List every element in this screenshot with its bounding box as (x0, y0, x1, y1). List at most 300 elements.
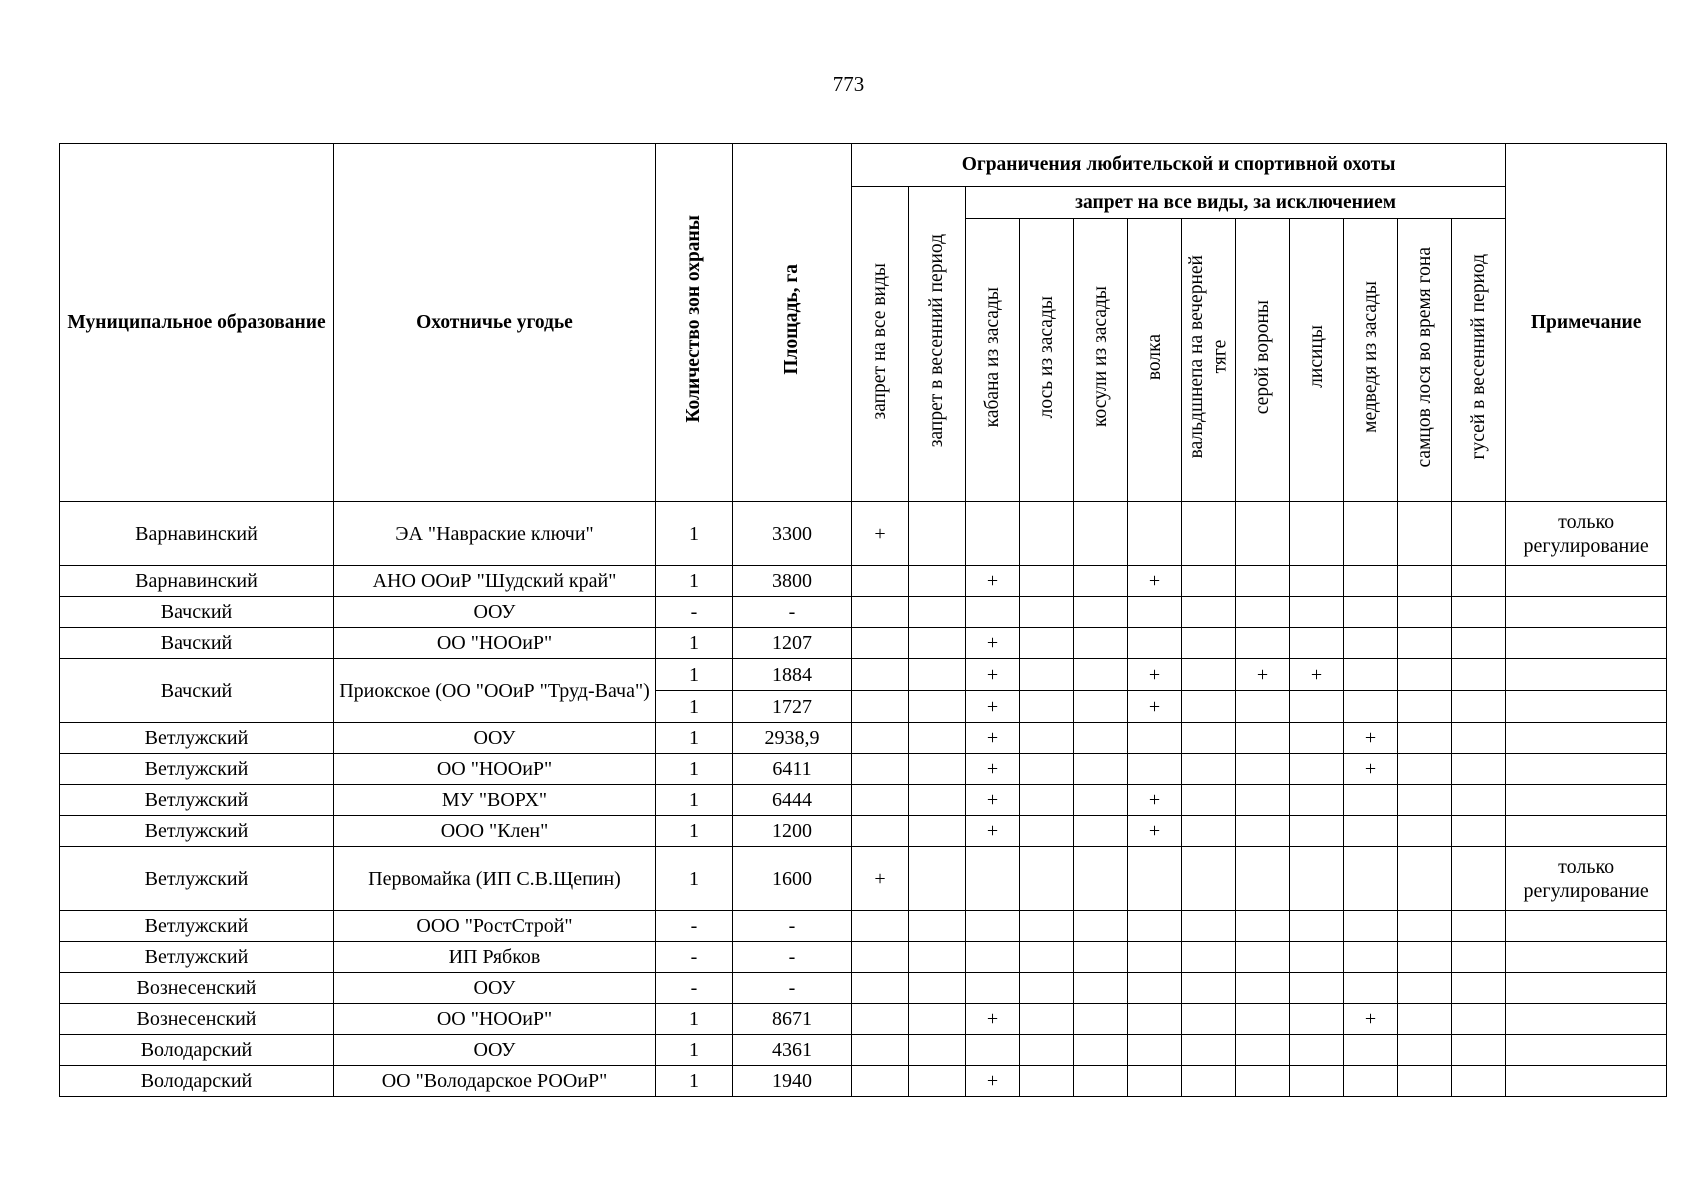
restriction-mark-cell (1398, 502, 1452, 566)
restriction-mark-cell (909, 847, 966, 911)
zones-count-cell: 1 (656, 659, 733, 691)
restriction-mark-cell (1020, 1035, 1074, 1066)
area-cell: 1200 (733, 816, 852, 847)
restriction-mark-cell (1398, 691, 1452, 723)
restriction-mark-cell (1128, 502, 1182, 566)
hunting-ground-cell: ООУ (334, 597, 656, 628)
restriction-mark-cell (1182, 816, 1236, 847)
restriction-mark-cell (1182, 597, 1236, 628)
note-cell (1506, 754, 1667, 785)
restriction-mark-cell (1182, 723, 1236, 754)
restriction-mark-cell (852, 942, 909, 973)
header-restrictions: Ограничения любительской и спортивной охоты (852, 144, 1506, 187)
restriction-mark-cell (1074, 816, 1128, 847)
area-cell: 6444 (733, 785, 852, 816)
area-cell: 1940 (733, 1066, 852, 1097)
area-cell: - (733, 942, 852, 973)
restriction-mark-cell (852, 911, 909, 942)
note-cell (1506, 973, 1667, 1004)
restriction-mark-cell (1020, 754, 1074, 785)
restriction-mark-cell (852, 973, 909, 1004)
restriction-mark-cell (1074, 785, 1128, 816)
restriction-mark-cell: + (1128, 691, 1182, 723)
header-area: Площадь, га (733, 144, 852, 502)
area-cell: 6411 (733, 754, 852, 785)
restriction-mark-cell (1290, 566, 1344, 597)
restriction-mark-cell (1128, 628, 1182, 659)
restriction-mark-cell (852, 785, 909, 816)
note-cell (1506, 1066, 1667, 1097)
restriction-mark-cell (852, 597, 909, 628)
restriction-mark-cell (1290, 723, 1344, 754)
area-cell: - (733, 973, 852, 1004)
restriction-mark-cell (1236, 942, 1290, 973)
restriction-mark-cell (1290, 1035, 1344, 1066)
restriction-mark-cell (1182, 502, 1236, 566)
zones-count-cell: - (656, 597, 733, 628)
restriction-mark-cell (1290, 1066, 1344, 1097)
header-exception: гусей в весенний период (1452, 219, 1506, 502)
table-row (60, 973, 1667, 1004)
restriction-mark-cell: + (852, 847, 909, 911)
restriction-mark-cell (1398, 785, 1452, 816)
area-cell: 4361 (733, 1035, 852, 1066)
header-exception: самцов лося во время гона (1398, 219, 1452, 502)
restriction-mark-cell (1236, 628, 1290, 659)
header-ban-spring: запрет в весенний период (909, 187, 966, 502)
restriction-mark-cell (909, 597, 966, 628)
zones-count-cell: 1 (656, 1066, 733, 1097)
restriction-mark-cell (909, 785, 966, 816)
restriction-mark-cell: + (1290, 659, 1344, 691)
restriction-mark-cell (909, 723, 966, 754)
restriction-mark-cell (1236, 597, 1290, 628)
restriction-mark-cell (1398, 1004, 1452, 1035)
restriction-mark-cell (1290, 628, 1344, 659)
restriction-mark-cell (1398, 628, 1452, 659)
restriction-mark-cell (1020, 911, 1074, 942)
restriction-mark-cell (1020, 973, 1074, 1004)
restriction-mark-cell: + (1128, 566, 1182, 597)
table-row (60, 942, 1667, 973)
restriction-mark-cell: + (966, 723, 1020, 754)
restriction-mark-cell (1344, 847, 1398, 911)
restriction-mark-cell (1074, 911, 1128, 942)
note-cell (1506, 723, 1667, 754)
restriction-mark-cell (1128, 1035, 1182, 1066)
table-row (60, 911, 1667, 942)
restriction-mark-cell (1074, 1004, 1128, 1035)
restriction-mark-cell (1182, 785, 1236, 816)
restriction-mark-cell (852, 816, 909, 847)
restriction-mark-cell (1020, 502, 1074, 566)
restriction-mark-cell (1398, 597, 1452, 628)
restriction-mark-cell (1290, 847, 1344, 911)
hunting-ground-cell: Приокское (ОО "ООиР "Труд-Вача") (334, 659, 656, 723)
restriction-mark-cell (1452, 628, 1506, 659)
restriction-mark-cell (1128, 1066, 1182, 1097)
restriction-mark-cell (1398, 723, 1452, 754)
restriction-mark-cell (852, 1004, 909, 1035)
restriction-mark-cell: + (966, 659, 1020, 691)
restriction-mark-cell (1020, 1066, 1074, 1097)
restriction-mark-cell (1290, 597, 1344, 628)
area-cell: 8671 (733, 1004, 852, 1035)
restriction-mark-cell (1074, 942, 1128, 973)
restriction-mark-cell (1128, 847, 1182, 911)
note-cell (1506, 1004, 1667, 1035)
hunting-ground-cell: АНО ООиР "Шудский край" (334, 566, 656, 597)
restriction-mark-cell (1074, 723, 1128, 754)
restriction-mark-cell: + (1128, 785, 1182, 816)
hunting-ground-cell: Первомайка (ИП С.В.Щепин) (334, 847, 656, 911)
zones-count-cell: - (656, 942, 733, 973)
municipality-cell: Вознесенский (60, 1004, 334, 1035)
restriction-mark-cell (909, 502, 966, 566)
zones-count-cell: 1 (656, 566, 733, 597)
hunting-ground-cell: ОО "НООиР" (334, 754, 656, 785)
area-cell: - (733, 597, 852, 628)
restriction-mark-cell (909, 973, 966, 1004)
restriction-mark-cell (966, 911, 1020, 942)
municipality-cell: Ветлужский (60, 847, 334, 911)
restriction-mark-cell: + (966, 1004, 1020, 1035)
restriction-mark-cell (1236, 847, 1290, 911)
restriction-mark-cell (1074, 502, 1128, 566)
restriction-mark-cell (909, 754, 966, 785)
restriction-mark-cell (1236, 785, 1290, 816)
restriction-mark-cell (1344, 1066, 1398, 1097)
restriction-mark-cell (1074, 847, 1128, 911)
header-exception: волка (1128, 219, 1182, 502)
municipality-cell: Ветлужский (60, 785, 334, 816)
restriction-mark-cell (1344, 785, 1398, 816)
area-cell: 1207 (733, 628, 852, 659)
restriction-mark-cell (909, 691, 966, 723)
restriction-mark-cell (1020, 566, 1074, 597)
restriction-mark-cell (1344, 659, 1398, 691)
area-cell: 1600 (733, 847, 852, 911)
restriction-mark-cell (1074, 691, 1128, 723)
restriction-mark-cell (1074, 659, 1128, 691)
zones-count-cell: - (656, 973, 733, 1004)
zones-count-cell: 1 (656, 502, 733, 566)
restriction-mark-cell (1020, 659, 1074, 691)
area-cell: 1884 (733, 659, 852, 691)
restriction-mark-cell (1452, 942, 1506, 973)
header-ban-except: запрет на все виды, за исключением (966, 187, 1506, 219)
restriction-mark-cell (1074, 566, 1128, 597)
restriction-mark-cell (1452, 723, 1506, 754)
restriction-mark-cell (1398, 942, 1452, 973)
zones-count-cell: 1 (656, 628, 733, 659)
header-note: Примечание (1506, 144, 1667, 502)
restriction-mark-cell (1236, 566, 1290, 597)
restriction-mark-cell (966, 502, 1020, 566)
table-row (60, 597, 1667, 628)
restriction-mark-cell (1290, 911, 1344, 942)
zones-count-cell: - (656, 911, 733, 942)
area-cell: 3800 (733, 566, 852, 597)
header-exception: косули из засады (1074, 219, 1128, 502)
note-cell (1506, 1035, 1667, 1066)
restriction-mark-cell (1452, 1035, 1506, 1066)
restriction-mark-cell: + (966, 785, 1020, 816)
page-number: 773 (832, 72, 865, 96)
restriction-mark-cell (1398, 911, 1452, 942)
restriction-mark-cell (1182, 691, 1236, 723)
restriction-mark-cell (1128, 911, 1182, 942)
header-municipality: Муниципальное образование (60, 144, 334, 502)
zones-count-cell: 1 (656, 754, 733, 785)
restriction-mark-cell (1452, 785, 1506, 816)
restriction-mark-cell (1452, 754, 1506, 785)
restriction-mark-cell (1452, 691, 1506, 723)
restriction-mark-cell (1344, 597, 1398, 628)
table-row (60, 847, 1667, 911)
restriction-mark-cell: + (966, 1066, 1020, 1097)
zones-count-cell: 1 (656, 1004, 733, 1035)
restriction-mark-cell (966, 1035, 1020, 1066)
restriction-mark-cell (1398, 847, 1452, 911)
restriction-mark-cell (966, 847, 1020, 911)
restriction-mark-cell (1182, 973, 1236, 1004)
zones-count-cell: 1 (656, 847, 733, 911)
municipality-cell: Варнавинский (60, 502, 334, 566)
restriction-mark-cell (1236, 973, 1290, 1004)
restriction-mark-cell (1452, 1066, 1506, 1097)
restriction-mark-cell (1398, 659, 1452, 691)
restriction-mark-cell (1236, 691, 1290, 723)
restriction-mark-cell: + (966, 691, 1020, 723)
municipality-cell: Вознесенский (60, 973, 334, 1004)
restriction-mark-cell (1182, 911, 1236, 942)
restriction-mark-cell (1182, 566, 1236, 597)
table-row (60, 723, 1667, 754)
hunting-ground-cell: ОО "НООиР" (334, 1004, 656, 1035)
restriction-mark-cell (909, 628, 966, 659)
restriction-mark-cell (1182, 1066, 1236, 1097)
restriction-mark-cell (1344, 942, 1398, 973)
restriction-mark-cell (1128, 973, 1182, 1004)
restriction-mark-cell (1020, 942, 1074, 973)
restriction-mark-cell (1128, 754, 1182, 785)
header-exception: серой вороны (1236, 219, 1290, 502)
restriction-mark-cell (909, 942, 966, 973)
area-cell: - (733, 911, 852, 942)
zones-count-cell: 1 (656, 723, 733, 754)
restriction-mark-cell: + (966, 566, 1020, 597)
restriction-mark-cell (1290, 502, 1344, 566)
restriction-mark-cell (1236, 723, 1290, 754)
restriction-mark-cell (909, 911, 966, 942)
restriction-mark-cell (1398, 973, 1452, 1004)
restriction-mark-cell (1452, 847, 1506, 911)
restriction-mark-cell (1128, 942, 1182, 973)
table-row (60, 1035, 1667, 1066)
note-cell (1506, 566, 1667, 597)
restriction-mark-cell (1452, 566, 1506, 597)
restriction-mark-cell (1074, 597, 1128, 628)
hunting-ground-cell: ЭА "Навраские ключи" (334, 502, 656, 566)
table-row (60, 566, 1667, 597)
zones-count-cell: 1 (656, 691, 733, 723)
hunting-restrictions-table (59, 143, 1667, 1097)
restriction-mark-cell (1236, 816, 1290, 847)
restriction-mark-cell (1128, 1004, 1182, 1035)
table-row (60, 628, 1667, 659)
restriction-mark-cell (1344, 816, 1398, 847)
restriction-mark-cell (1020, 847, 1074, 911)
zones-count-cell: 1 (656, 816, 733, 847)
header-exception: кабана из засады (966, 219, 1020, 502)
restriction-mark-cell (1074, 1035, 1128, 1066)
restriction-mark-cell: + (1128, 659, 1182, 691)
municipality-cell: Ветлужский (60, 723, 334, 754)
restriction-mark-cell (1452, 816, 1506, 847)
restriction-mark-cell (1452, 1004, 1506, 1035)
note-cell: только регулирование (1506, 847, 1667, 911)
restriction-mark-cell (1344, 566, 1398, 597)
restriction-mark-cell (852, 628, 909, 659)
restriction-mark-cell (1236, 1035, 1290, 1066)
restriction-mark-cell (909, 1004, 966, 1035)
restriction-mark-cell (1182, 628, 1236, 659)
municipality-cell: Ветлужский (60, 816, 334, 847)
restriction-mark-cell (1074, 1066, 1128, 1097)
note-cell (1506, 911, 1667, 942)
restriction-mark-cell (1020, 597, 1074, 628)
header-exception: медведя из засады (1344, 219, 1398, 502)
restriction-mark-cell (1344, 691, 1398, 723)
restriction-mark-cell (1344, 973, 1398, 1004)
restriction-mark-cell (1398, 1066, 1452, 1097)
restriction-mark-cell (966, 973, 1020, 1004)
hunting-ground-cell: ИП Рябков (334, 942, 656, 973)
restriction-mark-cell (1236, 1066, 1290, 1097)
restriction-mark-cell (1452, 502, 1506, 566)
restriction-mark-cell (852, 691, 909, 723)
restriction-mark-cell (1236, 754, 1290, 785)
table-row (60, 816, 1667, 847)
restriction-mark-cell: + (1344, 754, 1398, 785)
note-cell (1506, 942, 1667, 973)
municipality-cell: Володарский (60, 1035, 334, 1066)
note-cell (1506, 785, 1667, 816)
table-row (60, 785, 1667, 816)
restriction-mark-cell: + (966, 628, 1020, 659)
zones-count-cell: 1 (656, 785, 733, 816)
restriction-mark-cell (1452, 911, 1506, 942)
restriction-mark-cell (1020, 816, 1074, 847)
header-ban-all: запрет на все виды (852, 187, 909, 502)
table-body (60, 502, 1667, 1097)
restriction-mark-cell: + (1344, 1004, 1398, 1035)
restriction-mark-cell (1020, 723, 1074, 754)
restriction-mark-cell (852, 754, 909, 785)
header-exception: лось из засады (1020, 219, 1074, 502)
restriction-mark-cell (1020, 628, 1074, 659)
restriction-mark-cell (1074, 973, 1128, 1004)
hunting-ground-cell: ООУ (334, 1035, 656, 1066)
restriction-mark-cell (1398, 816, 1452, 847)
restriction-mark-cell (1182, 942, 1236, 973)
restriction-mark-cell (1182, 1004, 1236, 1035)
municipality-cell: Вачский (60, 659, 334, 723)
restriction-mark-cell (909, 659, 966, 691)
restriction-mark-cell (1344, 911, 1398, 942)
hunting-ground-cell: ОО "Володарское РООиР" (334, 1066, 656, 1097)
hunting-ground-cell: МУ "ВОРХ" (334, 785, 656, 816)
note-cell: только регулирование (1506, 502, 1667, 566)
table-row (60, 659, 1667, 691)
restriction-mark-cell (966, 942, 1020, 973)
table-row (60, 502, 1667, 566)
restriction-mark-cell (1128, 597, 1182, 628)
restriction-mark-cell (1074, 628, 1128, 659)
header-exception: лисицы (1290, 219, 1344, 502)
table-row (60, 1004, 1667, 1035)
municipality-cell: Володарский (60, 1066, 334, 1097)
restriction-mark-cell (909, 1035, 966, 1066)
municipality-cell: Вачский (60, 628, 334, 659)
note-cell (1506, 816, 1667, 847)
header-exception: вальдшнепа на вечерней тяге (1182, 219, 1236, 502)
restriction-mark-cell: + (852, 502, 909, 566)
note-cell (1506, 659, 1667, 691)
restriction-mark-cell (1344, 628, 1398, 659)
restriction-mark-cell (852, 659, 909, 691)
restriction-mark-cell (852, 723, 909, 754)
restriction-mark-cell (852, 1066, 909, 1097)
restriction-mark-cell (1182, 847, 1236, 911)
hunting-ground-cell: ООУ (334, 973, 656, 1004)
restriction-mark-cell (1236, 1004, 1290, 1035)
restriction-mark-cell (1020, 1004, 1074, 1035)
restriction-mark-cell (1182, 1035, 1236, 1066)
hunting-ground-cell: ООО "Клен" (334, 816, 656, 847)
restriction-mark-cell: + (966, 754, 1020, 785)
restriction-mark-cell: + (966, 816, 1020, 847)
restriction-mark-cell (1236, 502, 1290, 566)
restriction-mark-cell (1290, 754, 1344, 785)
restriction-mark-cell (909, 816, 966, 847)
restriction-mark-cell (1128, 723, 1182, 754)
restriction-mark-cell (1074, 754, 1128, 785)
restriction-mark-cell (1344, 502, 1398, 566)
restriction-mark-cell (1398, 1035, 1452, 1066)
restriction-mark-cell (1398, 566, 1452, 597)
restriction-mark-cell (909, 1066, 966, 1097)
restriction-mark-cell (966, 597, 1020, 628)
table-row (60, 754, 1667, 785)
table-row (60, 1066, 1667, 1097)
municipality-cell: Ветлужский (60, 754, 334, 785)
restriction-mark-cell: + (1128, 816, 1182, 847)
note-cell (1506, 691, 1667, 723)
restriction-mark-cell (1290, 973, 1344, 1004)
restriction-mark-cell: + (1236, 659, 1290, 691)
hunting-ground-cell: ООО "РостСтрой" (334, 911, 656, 942)
restriction-mark-cell (1020, 785, 1074, 816)
restriction-mark-cell (1290, 1004, 1344, 1035)
note-cell (1506, 597, 1667, 628)
header-hunting-ground: Охотничье угодье (334, 144, 656, 502)
restriction-mark-cell (1182, 754, 1236, 785)
municipality-cell: Вачский (60, 597, 334, 628)
restriction-mark-cell (1290, 785, 1344, 816)
restriction-mark-cell (1236, 911, 1290, 942)
